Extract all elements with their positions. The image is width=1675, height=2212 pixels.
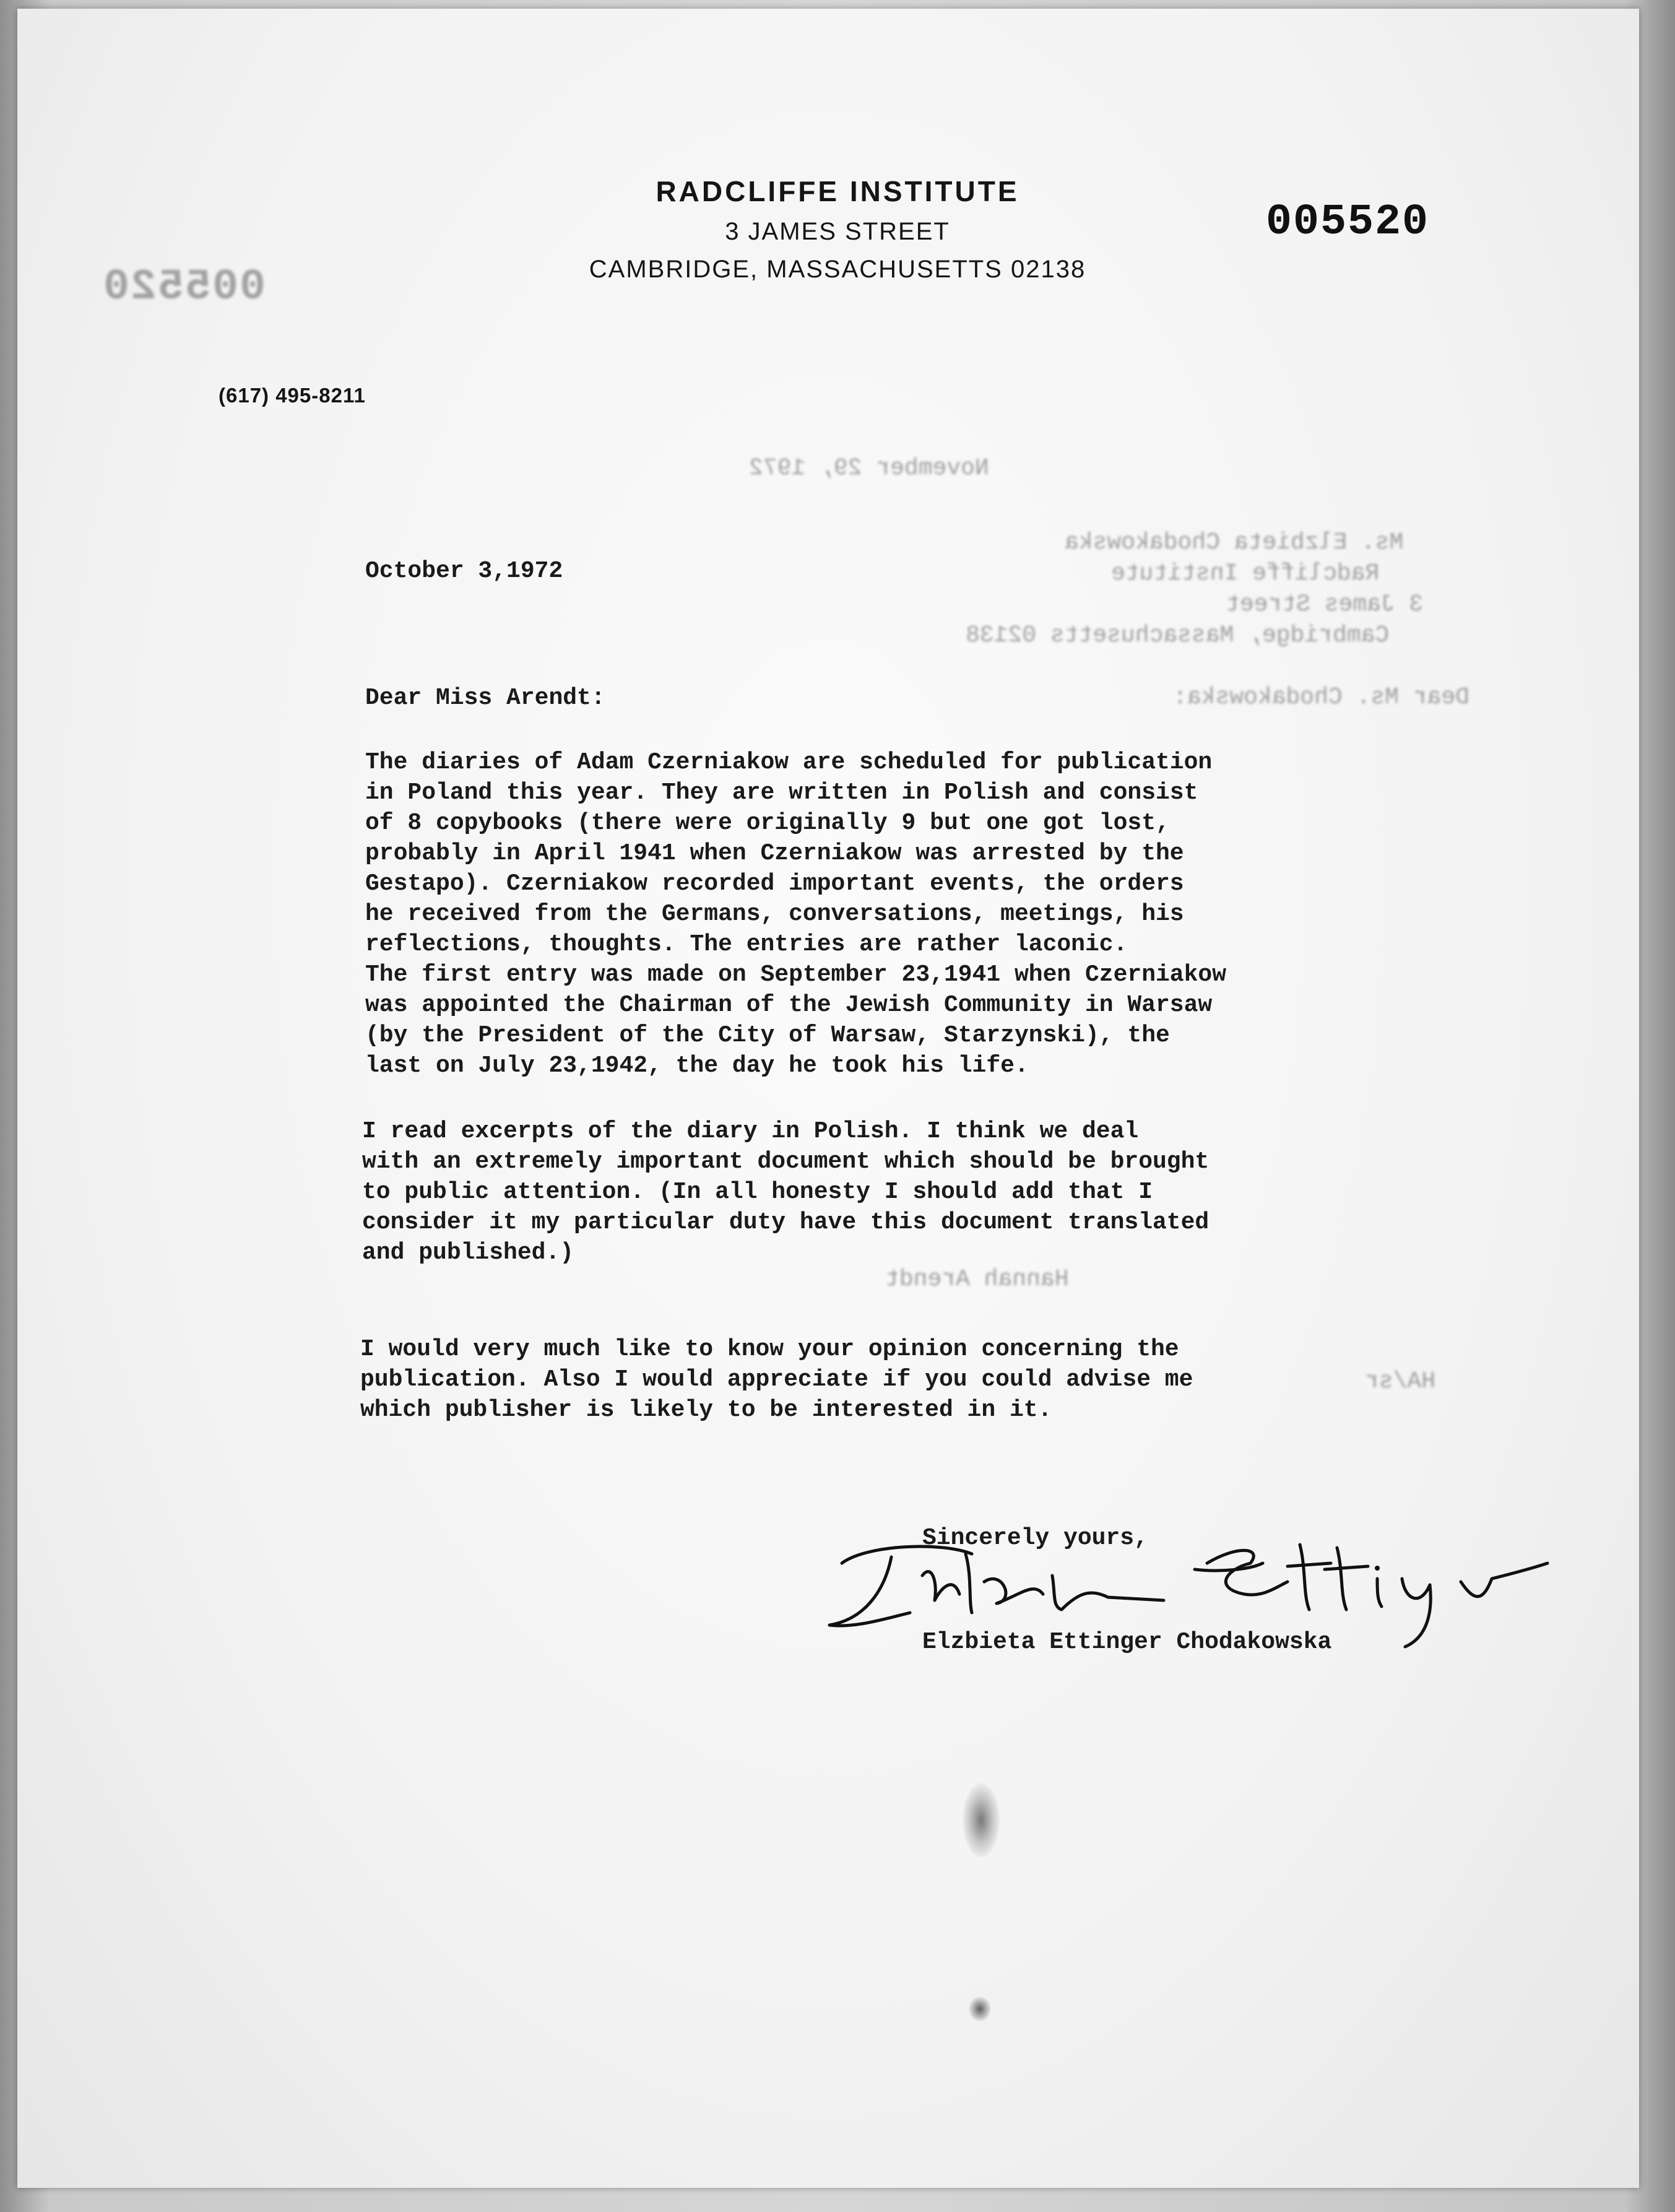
letterhead-city: CAMBRIDGE, MASSACHUSETTS 02138 [589,256,1086,283]
paragraph-1-line: he received from the Germans, conversations, meetings, his [365,901,1184,927]
paragraph-2-line: to public attention. (In all honesty I should add that I [362,1179,1153,1205]
letter-closing: Sincerely yours, [922,1525,1148,1551]
paragraph-2-line: consider it my particular duty have this document translated [362,1209,1210,1236]
show-through-address-4: Cambridge, Massachusetts 02138 [966,622,1390,649]
paragraph-3-line: which publisher is likely to be interested in it. [360,1397,1052,1423]
paragraph-2-line: with an extremely important document which should be brought [362,1148,1210,1175]
show-through-salutation: Dear Ms. Chodakowska: [1173,684,1469,711]
paragraph-1-line: Gestapo). Czerniakow recorded important events, the orders [365,870,1184,897]
paragraph-1-line: was appointed the Chairman of the Jewish Community in Warsaw [365,992,1213,1018]
show-through-address-1: Ms. Elzbieta Chodakowska [1065,529,1404,556]
paragraph-3-line: publication. Also I would appreciate if you could advise me [360,1366,1193,1393]
paragraph-1-line: probably in April 1941 when Czerniakow was arrested by the [365,840,1184,867]
paragraph-2-line: I read excerpts of the diary in Polish. I think we deal [362,1118,1139,1145]
letterhead-institution: RADCLIFFE INSTITUTE [656,175,1019,207]
ink-smudge [963,1783,1000,1857]
paragraph-1-line: The first entry was made on September 23,1941 when Czerniakow [365,961,1227,988]
paragraph-3-line: I would very much like to know your opinion concerning the [360,1336,1179,1363]
ink-spot [969,1997,991,2021]
letter-date: October 3,1972 [365,558,563,584]
document-number-stamp: 005520 [1266,198,1430,247]
document-number-mirrored: 005520 [102,263,266,312]
show-through-address-2: Radcliffe Institute [1111,560,1380,587]
show-through-date: November 29, 1972 [749,455,989,482]
paragraph-2 [362,1116,1209,1268]
letter-page [17,9,1639,2188]
show-through-address-3: 3 James Street [1226,591,1424,618]
paragraph-1 [365,747,1226,1081]
paragraph-2-line: and published.) [362,1239,574,1266]
paragraph-1-line: of 8 copybooks (there were originally 9 but one got lost, [365,810,1170,836]
show-through-initials: HA/sr [1365,1368,1436,1395]
letterhead-street: 3 JAMES STREET [725,218,950,245]
paragraph-1-line: in Poland this year. They are written in Polish and consist [365,779,1198,806]
paragraph-1-line: last on July 23,1942, the day he took his life. [365,1052,1029,1079]
paragraph-1-line: (by the President of the City of Warsaw, Starzynski), the [365,1022,1170,1049]
signer-name: Elzbieta Ettinger Chodakowska [922,1629,1332,1655]
letter-salutation: Dear Miss Arendt: [365,685,605,711]
show-through-signer: Hannah Arendt [885,1266,1069,1293]
paragraph-1-line: The diaries of Adam Czerniakow are scheduled for publication [365,749,1213,776]
letterhead-phone: (617) 495-8211 [219,384,366,407]
paragraph-1-line: reflections, thoughts. The entries are rather laconic. [365,931,1128,958]
paragraph-3 [360,1334,1193,1425]
